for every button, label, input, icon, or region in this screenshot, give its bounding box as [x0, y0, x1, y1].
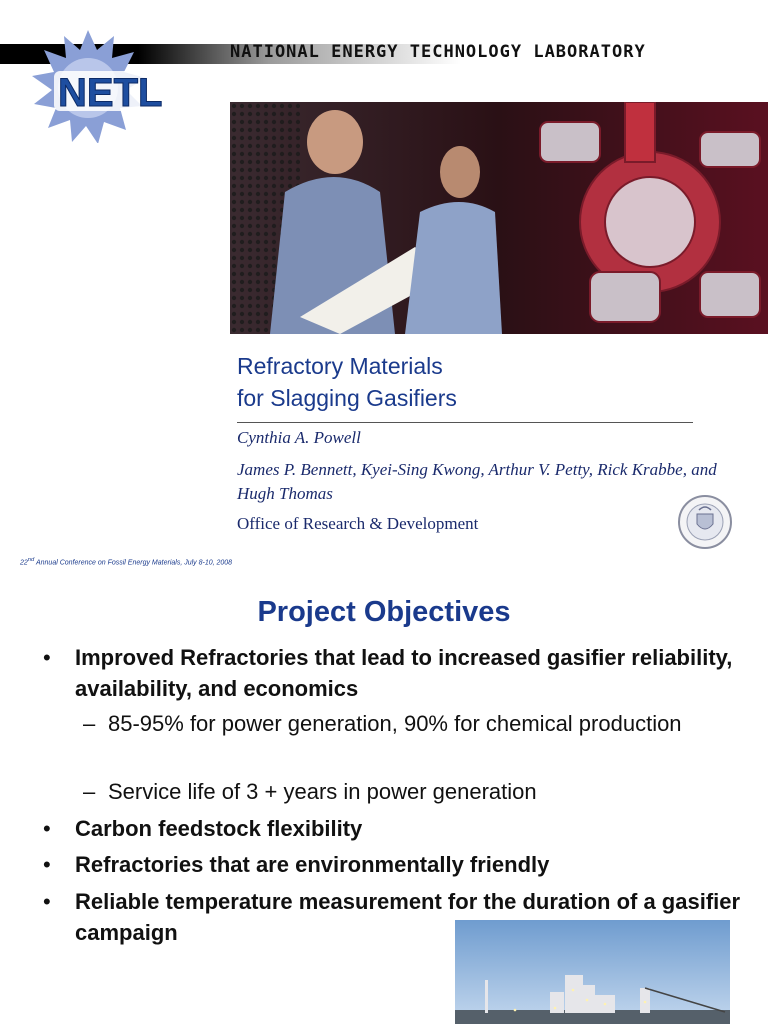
conference-note: 22nd Annual Conference on Fossil Energy Materials, July 8-10, 2008: [20, 557, 233, 567]
objectives-title: Project Objectives: [257, 596, 511, 628]
list-item: • Carbon feedstock flexibility: [75, 813, 755, 844]
office-name: Office of Research & Development: [237, 514, 479, 533]
gasifier-plant-photo: [455, 920, 730, 1024]
doe-seal-icon: [673, 494, 737, 550]
list-item: • Refractories that are environmentally friendly: [75, 849, 755, 880]
title-line-1: Refractory Materials: [237, 353, 443, 379]
lab-photo: [230, 102, 768, 334]
presentation-title: [237, 350, 457, 414]
list-item: – Service life of 3 + years in power generation: [108, 776, 708, 807]
list-item: • Reliable temperature measurement for the duration of a gasifier campaign: [75, 886, 755, 948]
netl-logo: [18, 28, 193, 143]
lead-author: Cynthia A. Powell: [237, 428, 361, 447]
list-item: • Improved Refractories that lead to increased gasifier reliability, availability, and economics: [75, 642, 755, 704]
list-item: – 85-95% for power generation, 90% for chemical production: [108, 708, 708, 739]
coauthors: James P. Bennett, Kyei-Sing Kwong, Arthur V. Petty, Rick Krabbe, and Hugh Thomas: [237, 460, 717, 503]
logo-text: NETL: [58, 71, 163, 115]
lab-name: NATIONAL ENERGY TECHNOLOGY LABORATORY: [230, 42, 646, 62]
title-divider: [237, 422, 693, 423]
title-line-2: for Slagging Gasifiers: [237, 385, 457, 411]
